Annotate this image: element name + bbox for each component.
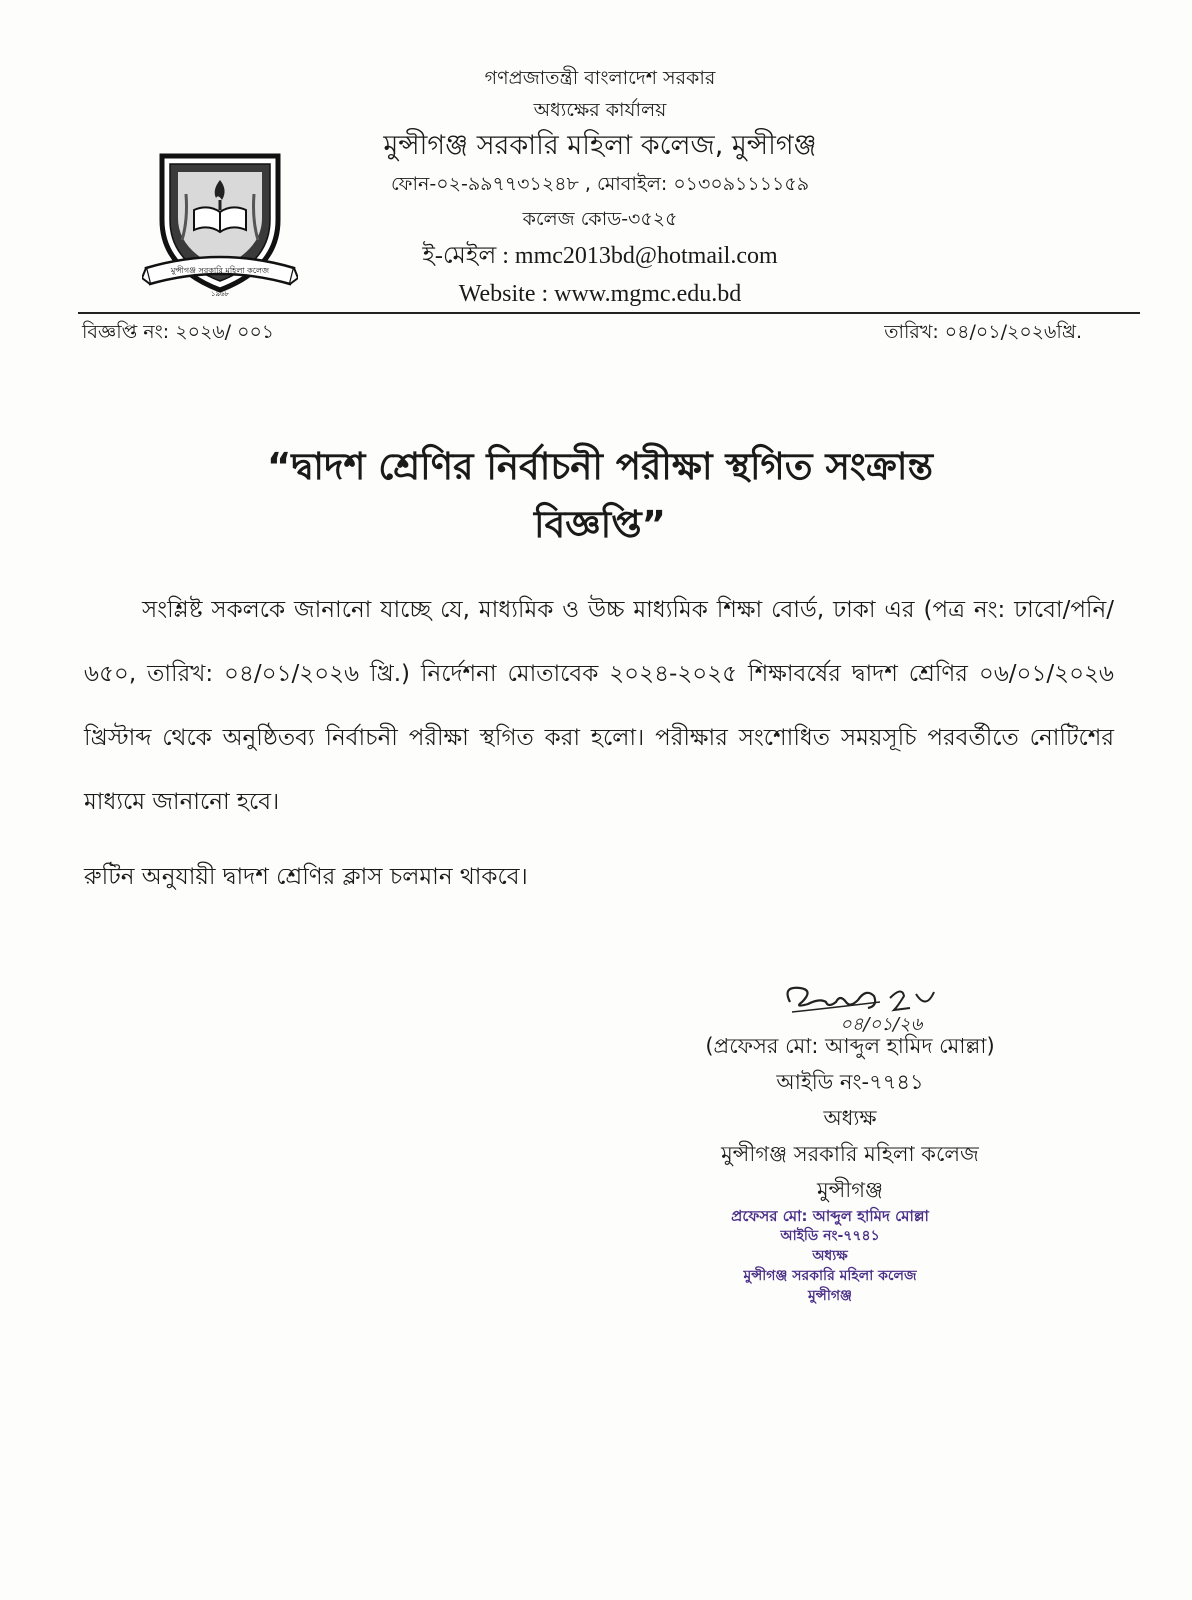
notice-date: তারিখ: ০৪/০১/২০২৬খ্রি. (884, 321, 1082, 343)
letterhead (300, 62, 900, 312)
stamp-designation: অধ্যক্ষ (812, 1248, 848, 1264)
signatory-block (640, 1028, 1060, 1208)
government-name: গণপ্রজাতন্ত্রী বাংলাদেশ সরকার (484, 67, 716, 89)
notice-body: সংশ্লিষ্ট সকলকে জানানো যাচ্ছে যে, মাধ্যমিক ও উচ্চ মাধ্যমিক শিক্ষা বোর্ড, ঢাকা এর (পত্র নং: ঢাবো/পনি/৬৫০, তারিখ: ০৪/০১/২০২৬ খ্রি.) নির্দেশনা মোতাবেক ২০২৪-২০২৫ শিক্ষাবর্ষের দ্বাদশ শ্রেণির ০৬/০১/২০২৬ খ্রিস্টাব্দ থেকে অনুষ্ঠিতব্য নির্বাচনী পরীক্ষা স্থগিত করা হলো। পরীক্ষার সংশোধিত সময়সূচি পরবর্তীতে নোটিশের মাধ্যমে জানানো হবে। (84, 597, 1114, 815)
official-seal-stamp (690, 1206, 970, 1306)
stamp-place: মুন্সীগঞ্জ (808, 1288, 852, 1304)
memo-number: বিজ্ঞপ্তি নং: ২০২৬/ ০০১ (82, 321, 275, 343)
signatory-college: মুন্সীগঞ্জ সরকারি মহিলা কলেজ (721, 1142, 979, 1166)
signatory-designation: অধ্যক্ষ (823, 1106, 877, 1130)
contact-phone: ফোন-০২-৯৯৭৭৩১২৪৮ , মোবাইল: ০১৩০৯১১১১৫৯ (390, 173, 810, 195)
website: Website : www.mgmc.edu.bd (458, 281, 742, 307)
signature-date: ০৪/০১/২৬ (840, 1014, 923, 1035)
contact-email: ই-মেইল : mmc2013bd@hotmail.com (422, 243, 778, 269)
stamp-id: আইডি নং-৭৭৪১ (780, 1228, 880, 1244)
signatory-name: (প্রফেসর মো: আব্দুল হামিদ মোল্লা) (705, 1034, 995, 1058)
crest-ribbon-text: মুন্সীগঞ্জ সরকারি মহিলা কলেজ (170, 266, 270, 275)
college-crest-icon (142, 150, 298, 300)
college-name: মুন্সীগঞ্জ সরকারি মহিলা কলেজ, মুন্সীগঞ্জ (383, 130, 817, 161)
class-note: রুটিন অনুযায়ী দ্বাদশ শ্রেণির ক্লাস চলমান থাকবে। (84, 864, 528, 890)
notice-title (100, 438, 1100, 554)
college-code: কলেজ কোড-৩৫২৫ (522, 208, 678, 230)
stamp-name: প্রফেসর মো: আব্দুল হামিদ মোল্লা (731, 1207, 929, 1225)
title-line-1: “দ্বাদশ শ্রেণির নির্বাচনী পরীক্ষা স্থগিত সংক্রান্ত (266, 445, 933, 488)
stamp-college: মুন্সীগঞ্জ সরকারি মহিলা কলেজ (743, 1268, 917, 1284)
signatory-id: আইডি নং-৭৭৪১ (776, 1070, 924, 1094)
signatory-place: মুন্সীগঞ্জ (817, 1178, 883, 1202)
header-divider (78, 312, 1140, 314)
crest-year: ১৯৬৮ (210, 290, 230, 298)
office-name: অধ্যক্ষের কার্যালয় (533, 99, 667, 121)
title-line-2: বিজ্ঞপ্তি” (534, 503, 666, 546)
